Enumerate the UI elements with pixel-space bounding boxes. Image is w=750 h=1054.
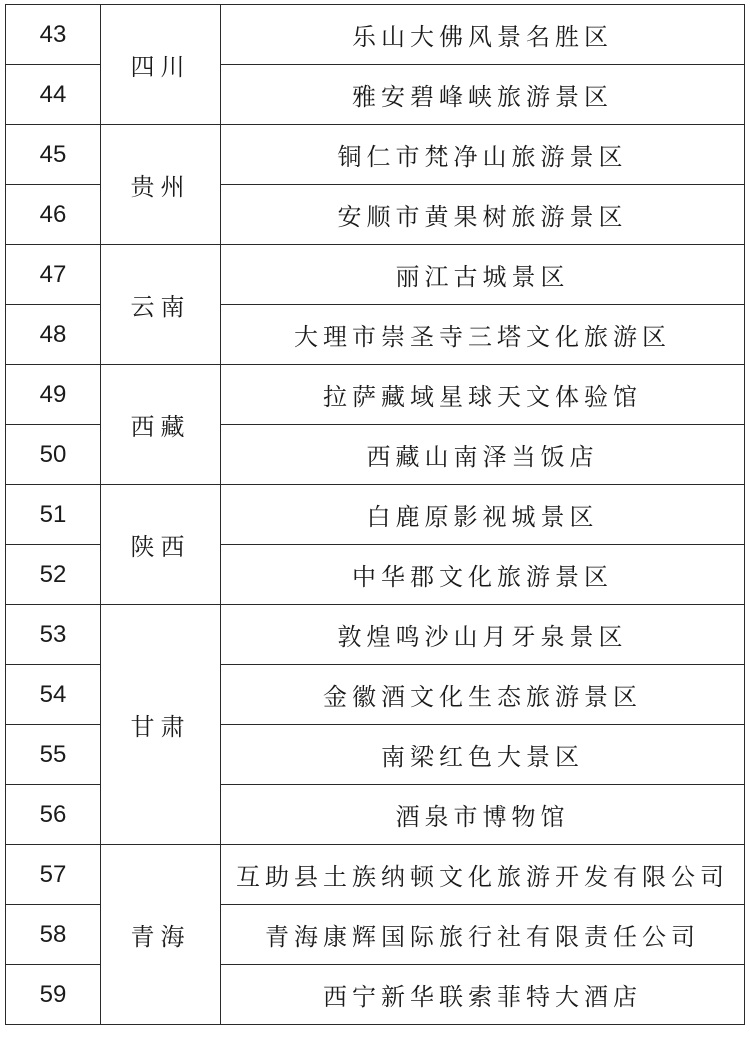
row-number: 43 <box>6 5 101 65</box>
row-number: 51 <box>6 485 101 545</box>
row-number: 49 <box>6 365 101 425</box>
scenic-spot-name: 金徽酒文化生态旅游景区 <box>221 665 745 725</box>
table-row <box>6 605 745 665</box>
scenic-spot-name: 南梁红色大景区 <box>221 725 745 785</box>
scenic-spot-name: 拉萨藏域星球天文体验馆 <box>221 365 745 425</box>
province-cell: 陕西 <box>101 485 221 605</box>
table-row <box>6 125 745 185</box>
scenic-spot-name: 铜仁市梵净山旅游景区 <box>221 125 745 185</box>
row-number: 44 <box>6 65 101 125</box>
table-body <box>6 5 745 1025</box>
scenic-spot-name: 西藏山南泽当饭店 <box>221 425 745 485</box>
row-number: 59 <box>6 965 101 1025</box>
scenic-spot-name: 西宁新华联索菲特大酒店 <box>221 965 745 1025</box>
scenic-spot-name: 安顺市黄果树旅游景区 <box>221 185 745 245</box>
scenic-spot-name: 乐山大佛风景名胜区 <box>221 5 745 65</box>
row-number: 55 <box>6 725 101 785</box>
row-number: 46 <box>6 185 101 245</box>
row-number: 54 <box>6 665 101 725</box>
scenic-spot-name: 丽江古城景区 <box>221 245 745 305</box>
row-number: 58 <box>6 905 101 965</box>
scenic-spot-name: 酒泉市博物馆 <box>221 785 745 845</box>
row-number: 52 <box>6 545 101 605</box>
scenic-spot-name: 青海康辉国际旅行社有限责任公司 <box>221 905 745 965</box>
scenic-spots-table <box>5 4 744 1025</box>
row-number: 56 <box>6 785 101 845</box>
scenic-spot-name: 大理市崇圣寺三塔文化旅游区 <box>221 305 745 365</box>
table-row <box>6 245 745 305</box>
table-row <box>6 5 745 65</box>
row-number: 45 <box>6 125 101 185</box>
scenic-spot-name: 中华郡文化旅游景区 <box>221 545 745 605</box>
scenic-spot-name: 白鹿原影视城景区 <box>221 485 745 545</box>
row-number: 47 <box>6 245 101 305</box>
province-cell: 四川 <box>101 5 221 125</box>
table-row <box>6 485 745 545</box>
row-number: 57 <box>6 845 101 905</box>
province-cell: 甘肃 <box>101 605 221 845</box>
scenic-spot-name: 敦煌鸣沙山月牙泉景区 <box>221 605 745 665</box>
table-row <box>6 365 745 425</box>
province-cell: 青海 <box>101 845 221 1025</box>
province-cell: 云南 <box>101 245 221 365</box>
row-number: 48 <box>6 305 101 365</box>
scenic-spot-name: 雅安碧峰峡旅游景区 <box>221 65 745 125</box>
province-cell: 西藏 <box>101 365 221 485</box>
row-number: 50 <box>6 425 101 485</box>
province-cell: 贵州 <box>101 125 221 245</box>
table-row <box>6 845 745 905</box>
row-number: 53 <box>6 605 101 665</box>
scenic-spot-name: 互助县土族纳顿文化旅游开发有限公司 <box>221 845 745 905</box>
